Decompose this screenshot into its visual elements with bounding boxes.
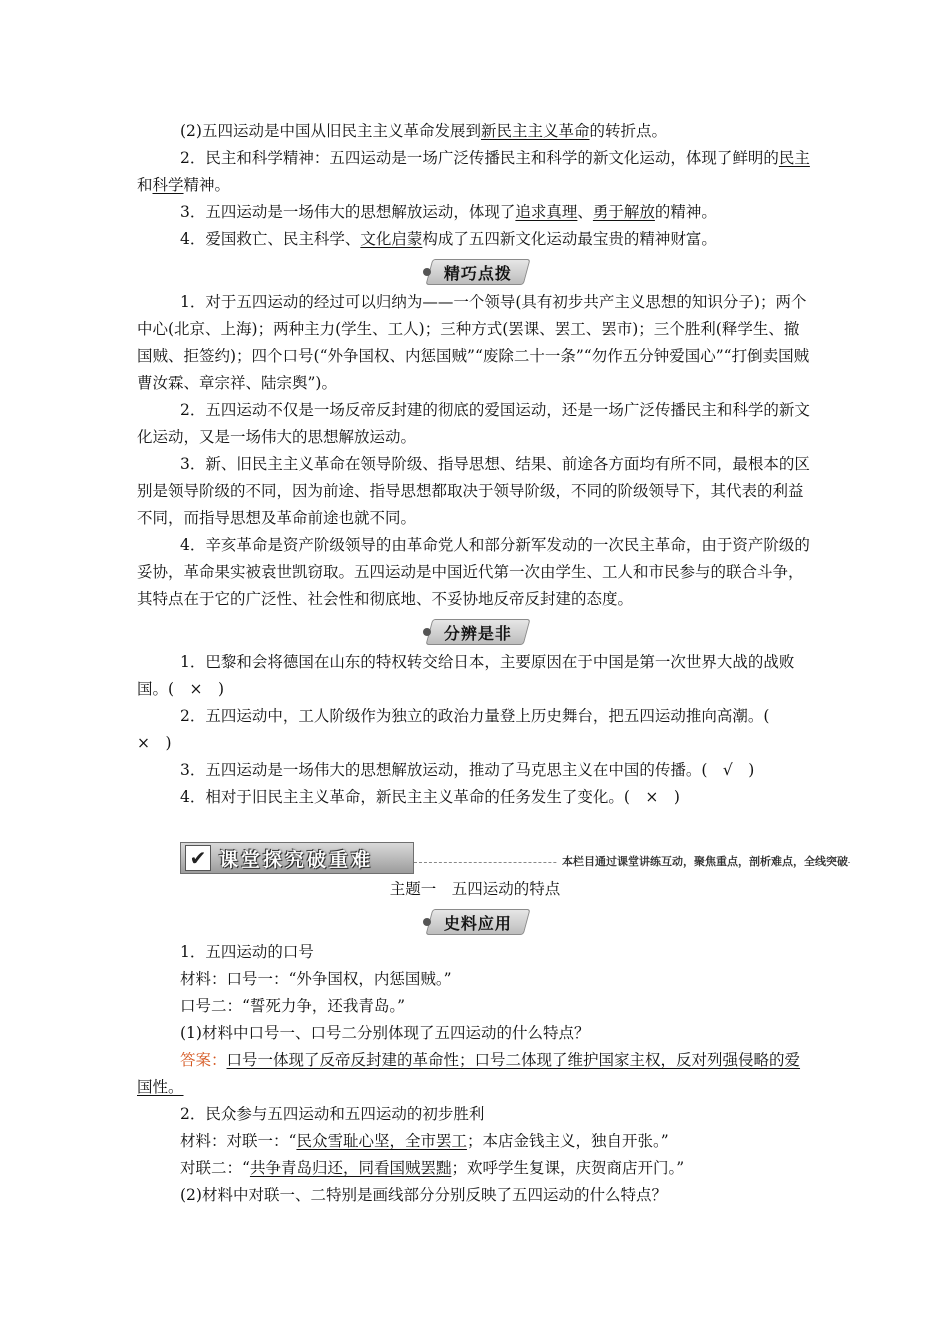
text: ；欢呼学生复课，庆贺商店开门。” xyxy=(451,1159,685,1177)
material-text: 口号二：“誓死力争，还我青岛。” xyxy=(180,997,406,1015)
judge-item: 3．五四运动是一场伟大的思想解放运动，推动了马克思主义在中国的传播。( √ ) xyxy=(180,761,755,779)
text: 3．五四运动是一场伟大的思想解放运动，体现了 xyxy=(180,203,516,221)
underlined-text: 勇于解放 xyxy=(592,203,655,221)
judge-item: 4．相对于旧民主主义革命，新民主主义革命的任务发生了变化。( × ) xyxy=(180,788,680,806)
bullet-icon xyxy=(423,628,431,636)
badge-label: 分辨是非 xyxy=(443,623,512,643)
text: 材料：对联一：“ xyxy=(180,1132,297,1150)
answer xyxy=(137,1047,813,1101)
topic-title: 主题一 五四运动的特点 xyxy=(389,880,561,898)
tip-paragraph: 2．五四运动不仅是一场反帝反封建的彻底的爱国运动，还是一场广泛传播民主和科学的新文化运动，又是一场伟大的思想解放运动。 xyxy=(137,401,810,446)
tip-paragraph: 3．新、旧民主主义革命在领导阶级、指导思想、结果、前途各方面均有所不同，最根本的区别是领导阶级的不同，因为前途、指导思想都取决于领导阶级，不同的阶级领导下，其代表的利益不同，而指导思想及革命前途也就不同。 xyxy=(137,455,810,527)
text: 、 xyxy=(577,203,593,221)
paragraph xyxy=(137,199,813,226)
text: 2．民主和科学精神：五四运动是一场广泛传播民主和科学的新文化运动，体现了鲜明的 xyxy=(180,149,779,167)
material-text xyxy=(137,1128,813,1155)
section-banner xyxy=(180,842,850,874)
text: ；本店金钱主义，独自开张。” xyxy=(466,1132,669,1150)
badge-label: 史料应用 xyxy=(443,913,512,933)
underlined-text: 民主 xyxy=(778,149,810,167)
banner-box xyxy=(180,842,414,874)
tip-paragraph: 4．辛亥革命是资产阶级领导的由革命党人和部分新军发动的一次民主革命，由于资产阶级的妥协，革命果实被袁世凯窃取。五四运动是中国近代第一次由学生、工人和市民参与的联合斗争，其特点在于它的广泛性、社会性和彻底地、不妥协地反帝反封建的态度。 xyxy=(137,536,810,608)
document-page xyxy=(137,118,813,811)
question-title: 1．五四运动的口号 xyxy=(180,943,314,961)
judge-item: 1．巴黎和会将德国在山东的特权转交给日本，主要原因在于中国是第一次世界大战的战败国。( × ) xyxy=(137,653,795,698)
bullet-icon xyxy=(423,268,431,276)
material-text: 材料：口号一：“外争国权，内惩国贼。” xyxy=(180,970,452,988)
underlined-text: 文化启蒙 xyxy=(360,230,423,248)
bullet-icon xyxy=(423,918,431,926)
banner-title: 课堂探究破重难 xyxy=(219,848,374,871)
section-badge-tips xyxy=(137,257,813,287)
tip-paragraph: 1．对于五四运动的经过可以归纳为——一个领导(具有初步共产主义思想的知识分子)；两个中心(北京、上海)；两种主力(学生、工人)；三种方式(罢课、罢工、罢市)；三个胜利(释学生、撤国贼、拒签约)；四个口号(“外争国权、内惩国贼”“废除二十一条”“勿作五分钟爱国心”“打倒卖国贼曹汝霖、章宗祥、陆宗舆”)。 xyxy=(137,293,810,392)
section-badge-judge xyxy=(137,617,813,647)
underlined-text: 共争青岛归还，同看国贼罢黜 xyxy=(249,1159,452,1177)
question-text: (2)材料中对联一、二特别是画线部分分别反映了五四运动的什么特点？ xyxy=(180,1186,667,1204)
text: 构成了五四新文化运动最宝贵的精神财富。 xyxy=(422,230,717,248)
material-text xyxy=(137,1155,813,1182)
text: (2)五四运动是中国从旧民主主义革命发展到 xyxy=(180,122,481,140)
underlined-text: 民众雪耻心坚，全市罢工 xyxy=(296,1132,467,1150)
paragraph xyxy=(137,145,813,199)
paragraph xyxy=(137,226,813,253)
text: 4．爱国救亡、民主科学、 xyxy=(180,230,361,248)
underlined-text: 追求真理 xyxy=(515,203,578,221)
judge-item: 2．五四运动中，工人阶级作为独立的政治力量登上历史舞台，把五四运动推向高潮。( × ) xyxy=(137,707,785,752)
text: 对联二：“ xyxy=(180,1159,250,1177)
answer-text: 口号一体现了反帝反封建的革命性；口号二体现了维护国家主权，反对列强侵略的爱国性。 xyxy=(137,1051,801,1096)
text: 的精神。 xyxy=(654,203,717,221)
section-badge-material xyxy=(137,907,813,937)
material-section xyxy=(137,876,813,1209)
banner-subtitle: 本栏目通过课堂讲练互动，聚焦重点，剖析难点，全线突破 xyxy=(558,853,848,869)
text: 的转折点。 xyxy=(589,122,667,140)
badge-label: 精巧点拨 xyxy=(443,263,512,283)
text: 精神。 xyxy=(183,176,231,194)
underlined-text: 新民主主义革命 xyxy=(480,122,590,140)
question-text: (1)材料中口号一、口号二分别体现了五四运动的什么特点？ xyxy=(180,1024,590,1042)
underlined-text: 科学 xyxy=(152,176,184,194)
question-title: 2．民众参与五四运动和五四运动的初步胜利 xyxy=(180,1105,485,1123)
answer-label: 答案： xyxy=(180,1051,227,1069)
paragraph xyxy=(137,118,813,145)
check-icon: ✔ xyxy=(185,845,211,871)
text: 和 xyxy=(137,176,153,194)
